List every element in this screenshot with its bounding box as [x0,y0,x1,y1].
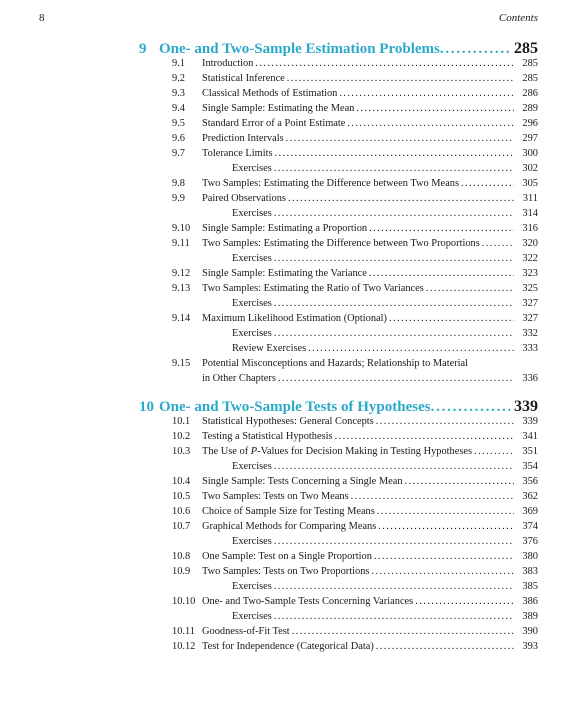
section-number: 9.5 [172,118,185,129]
section-number: 10.9 [172,566,191,577]
toc-entry[interactable] [172,549,538,564]
section-title: Single Sample: Estimating a Proportion [202,223,368,234]
section-title: Two Samples: Estimating the Ratio of Two Variances [202,283,424,294]
toc-entry[interactable] [172,459,538,474]
section-title: Goodness-of-Fit Test [202,626,290,637]
dot-leader [274,251,514,266]
dot-leader [274,326,514,341]
section-page: 369 [522,506,538,517]
section-number: 10.12 [172,641,196,652]
section-number: 9.10 [172,223,191,234]
dot-leader [415,594,514,609]
section-title: Review Exercises [232,343,307,354]
dot-leader [308,341,514,356]
section-title: Single Sample: Tests Concerning a Single Mean [202,476,403,487]
chapter-number: 9 [139,41,147,57]
section-page: 389 [522,611,538,622]
section-title: Graphical Methods for Comparing Means [202,521,377,532]
page-number: 8 [39,12,45,24]
toc-entry[interactable] [172,101,538,116]
section-page: 320 [522,238,538,249]
chapter-title: One- and Two-Sample Estimation Problems [159,41,440,57]
dot-leader [335,429,514,444]
dot-leader [274,161,514,176]
section-title: Single Sample: Estimating the Variance [202,268,367,279]
dot-leader [377,504,514,519]
section-title: Exercises [232,461,272,472]
toc-entry[interactable] [172,444,538,459]
toc-entry[interactable] [172,564,538,579]
toc-entry[interactable] [172,176,538,191]
section-page: 362 [522,491,538,502]
dot-leader [288,191,514,206]
dot-leader [274,296,514,311]
toc-entry[interactable] [172,236,538,251]
toc-entry[interactable] [172,266,538,281]
section-page: 297 [522,133,538,144]
dot-leader [278,371,514,386]
dot-leader [287,71,514,86]
section-title: The Use of P-Values for Decision Making in Testing Hypotheses [202,446,473,457]
section-title: Exercises [232,611,272,622]
section-page: 325 [522,283,538,294]
section-title: One- and Two-Sample Tests Concerning Variances [202,596,414,607]
section-page: 351 [522,446,538,457]
dot-leader [389,311,514,326]
section-page: 393 [522,641,538,652]
dot-leader [369,266,514,281]
toc-entry[interactable] [172,414,538,429]
dot-leader [274,579,514,594]
section-title: Testing a Statistical Hypothesis [202,431,333,442]
section-title: Two Samples: Tests on Two Proportions [202,566,370,577]
toc-entry[interactable] [172,371,538,386]
chapter-title: One- and Two-Sample Tests of Hypotheses [159,399,431,415]
section-title: Exercises [232,581,272,592]
toc-entry[interactable] [172,206,538,221]
section-title: Exercises [232,208,272,219]
section-number: 10.5 [172,491,191,502]
section-page: 286 [522,88,538,99]
chapter-page: 285 [514,40,538,57]
section-number: 9.6 [172,133,185,144]
section-title: Prediction Intervals [202,133,284,144]
section-page: 341 [522,431,538,442]
section-number: 9.4 [172,103,185,114]
section-number: 9.3 [172,88,185,99]
section-page: 386 [522,596,538,607]
section-title: Choice of Sample Size for Testing Means [202,506,375,517]
section-number: 10.4 [172,476,191,487]
section-title: Potential Misconceptions and Hazards; Relationship to Material [202,358,469,369]
section-title: Standard Error of a Point Estimate [202,118,346,129]
section-page: 383 [522,566,538,577]
section-page: 311 [522,193,538,204]
toc-entry[interactable] [172,161,538,176]
section-number: 10.8 [172,551,191,562]
section-page: 322 [522,253,538,264]
section-title: Exercises [232,328,272,339]
section-title: Test for Independence (Categorical Data) [202,641,374,652]
toc-entry[interactable] [172,489,538,504]
dot-leader [474,444,514,459]
section-title: Introduction [202,58,254,69]
section-number: 10.7 [172,521,191,532]
section-page: 305 [522,178,538,189]
section-number: 9.2 [172,73,185,84]
section-number: 9.9 [172,193,185,204]
section-number: 9.8 [172,178,185,189]
dot-leader [376,639,514,654]
section-page: 380 [522,551,538,562]
dot-leader [371,564,514,579]
section-title: Exercises [232,163,272,174]
section-title: Statistical Hypotheses: General Concepts [202,416,374,427]
section-page: 332 [522,328,538,339]
chapter-number: 10 [139,399,154,415]
dot-leader [274,459,514,474]
toc-entry[interactable] [172,609,538,624]
toc-entry[interactable] [172,221,538,236]
section-page: 354 [522,461,538,472]
section-page: 300 [522,148,538,159]
section-title: Exercises [232,298,272,309]
toc-entry[interactable] [172,56,538,71]
section-page: 289 [522,103,538,114]
section-page: 339 [522,416,538,427]
section-page: 296 [522,118,538,129]
dot-leader [292,624,514,639]
section-page: 302 [522,163,538,174]
section-number: 9.7 [172,148,185,159]
section-title: Two Samples: Estimating the Difference between Two Means [202,178,459,189]
section-page: 390 [522,626,538,637]
toc-entry[interactable] [172,326,538,341]
section-title: Exercises [232,253,272,264]
running-title: Contents [498,12,538,24]
dot-leader [274,206,514,221]
section-page: 285 [522,58,538,69]
dot-leader [376,414,514,429]
section-page: 316 [522,223,538,234]
toc-entry[interactable] [172,281,538,296]
section-number: 9.13 [172,283,191,294]
section-number: 10.6 [172,506,191,517]
toc-entry[interactable] [172,356,538,371]
section-title: Paired Observations [202,193,286,204]
section-number: 9.11 [172,238,190,249]
toc-entry[interactable] [172,146,538,161]
section-page: 314 [522,208,538,219]
toc-entry[interactable] [172,624,538,639]
toc-entry[interactable] [172,519,538,534]
section-number: 10.2 [172,431,191,442]
section-page: 336 [522,373,538,384]
dot-leader [374,549,514,564]
toc-entry[interactable] [172,251,538,266]
toc-entry[interactable] [172,474,538,489]
section-page: 374 [522,521,538,532]
section-number: 10.10 [172,596,196,607]
section-title: in Other Chapters [202,373,276,384]
section-title: Two Samples: Tests on Two Means [202,491,349,502]
dot-leader [255,56,514,71]
dot-leader [274,534,514,549]
section-number: 10.11 [172,626,195,637]
dot-leader [274,609,514,624]
section-number: 9.15 [172,358,191,369]
section-page: 323 [522,268,538,279]
dot-leader [369,221,514,236]
dot-leader [461,176,514,191]
section-number: 10.3 [172,446,191,457]
toc-entry[interactable] [172,534,538,549]
section-page: 356 [522,476,538,487]
dot-leader [482,236,514,251]
dot-leader [275,146,514,161]
dot-leader [426,281,514,296]
chapter-page: 339 [514,398,538,415]
dot-leader [378,519,514,534]
section-title: Two Samples: Estimating the Difference between Two Proportions [202,238,480,249]
section-title: Tolerance Limits [202,148,273,159]
dot-leader [356,101,514,116]
section-title: Exercises [232,536,272,547]
section-number: 9.1 [172,58,185,69]
dot-leader [347,116,514,131]
toc-entry[interactable] [172,131,538,146]
toc-entry[interactable] [172,579,538,594]
toc-entry[interactable] [172,311,538,326]
toc-entry[interactable] [172,429,538,444]
toc-entry[interactable] [172,296,538,311]
section-page: 285 [522,73,538,84]
toc-entry[interactable] [172,504,538,519]
toc-entry[interactable] [172,86,538,101]
section-page: 327 [522,298,538,309]
section-number: 9.12 [172,268,191,279]
toc-entry[interactable] [172,639,538,654]
dot-leader [339,86,514,101]
section-number: 9.14 [172,313,191,324]
dot-leader [351,489,514,504]
section-title: One Sample: Test on a Single Proportion [202,551,372,562]
dot-leader [286,131,514,146]
section-page: 385 [522,581,538,592]
toc-entry[interactable] [172,191,538,206]
toc-entry[interactable] [172,116,538,131]
dot-leader [405,474,514,489]
section-title: Maximum Likelihood Estimation (Optional) [202,313,387,324]
toc-entry[interactable] [172,71,538,86]
section-title: Statistical Inference [202,73,285,84]
section-page: 327 [522,313,538,324]
section-number: 10.1 [172,416,191,427]
section-title: Classical Methods of Estimation [202,88,338,99]
section-page: 376 [522,536,538,547]
section-page: 333 [522,343,538,354]
section-title: Single Sample: Estimating the Mean [202,103,355,114]
toc-entry[interactable] [172,594,538,609]
toc-entry[interactable] [172,341,538,356]
